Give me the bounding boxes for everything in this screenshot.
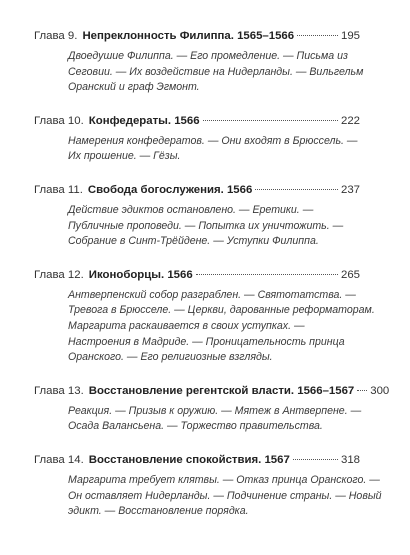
chapter-label: Глава 13. xyxy=(34,384,84,397)
summary-line: Маргарита требует клятвы. — Отказ принца Оранского. — xyxy=(68,473,380,486)
summary-line: Собрание в Синт-Трёйдене. — Уступки Филиппа. xyxy=(68,235,319,248)
summary-line: Реакция. — Призыв к оружию. — Мятеж в Антверпене. — xyxy=(68,404,362,417)
chapter-title: Непреклонность Филиппа. 1565–1566 xyxy=(82,30,295,42)
table-of-contents xyxy=(0,30,410,539)
chapter-heading[interactable] xyxy=(34,269,360,288)
chapter-summary xyxy=(68,473,382,520)
dot-leader xyxy=(293,459,338,460)
chapter-heading[interactable] xyxy=(34,184,360,203)
toc-entry-chapter-13 xyxy=(0,385,410,435)
chapter-label: Глава 11. xyxy=(34,183,83,196)
chapter-title: Конфедераты. 1566 xyxy=(88,114,200,127)
chapter-page-number: 300 xyxy=(370,384,390,397)
summary-line: Оранский и граф Эгмонт. xyxy=(68,81,200,94)
summary-line: Настроения в Мадриде. — Проницательность принца xyxy=(68,335,345,348)
summary-line: Действие эдиктов остановлено. — Еретики. — xyxy=(68,203,314,216)
summary-line: Их прошение. — Гёзы. xyxy=(68,150,181,163)
toc-entry-chapter-11 xyxy=(0,184,410,250)
chapter-title: Свобода богослужения. 1566 xyxy=(87,183,253,196)
chapter-title: Иконоборцы. 1566 xyxy=(88,268,193,281)
chapter-label: Глава 9. xyxy=(34,30,78,42)
chapter-heading[interactable] xyxy=(34,384,390,404)
toc-entry-chapter-9 xyxy=(0,30,410,96)
toc-entry-chapter-10 xyxy=(0,115,410,165)
chapter-page-number: 265 xyxy=(340,268,360,281)
chapter-title: Восстановление спокойствия. 1567 xyxy=(88,453,290,466)
chapter-page-number: 195 xyxy=(340,30,360,42)
chapter-summary xyxy=(68,203,360,250)
chapter-title: Восстановление регентской власти. 1566–1567 xyxy=(88,384,355,397)
chapter-label: Глава 12. xyxy=(34,268,84,281)
summary-line: Двоедушие Филиппа. — Его промедление. — Письма из xyxy=(68,50,348,62)
dot-leader xyxy=(357,390,367,391)
toc-entry-chapter-14 xyxy=(0,454,410,520)
dot-leader xyxy=(255,189,338,190)
summary-line: Намерения конфедератов. — Они входят в Брюссель. — xyxy=(68,134,358,147)
summary-line: Антверпенский собор разграблен. — Святотатства. — xyxy=(68,288,356,301)
dot-leader xyxy=(297,35,338,36)
summary-line: Сеговии. — Их воздействие на Нидерланды. — Вильгельм xyxy=(68,65,364,78)
chapter-label: Глава 14. xyxy=(34,453,84,466)
chapter-heading[interactable] xyxy=(34,115,360,134)
dot-leader xyxy=(196,274,338,275)
chapter-summary xyxy=(68,134,360,165)
chapter-page-number: 222 xyxy=(340,114,360,127)
chapter-summary xyxy=(68,49,364,96)
dot-leader xyxy=(203,120,338,121)
summary-line: Он оставляет Нидерланды. — Подчинение страны. — Новый xyxy=(68,489,382,502)
summary-line: Маргарита раскаивается в своих уступках. — xyxy=(68,319,305,332)
chapter-page-number: 318 xyxy=(340,453,360,466)
chapter-summary xyxy=(68,404,360,435)
chapter-heading[interactable] xyxy=(34,454,360,473)
summary-line: Тревога в Брюсселе. — Церкви, дарованные реформаторам. xyxy=(68,304,375,317)
toc-entry-chapter-12 xyxy=(0,269,410,366)
chapter-label: Глава 10. xyxy=(34,114,84,127)
summary-line: Осада Валансьена. — Торжество правительства. xyxy=(68,420,323,433)
summary-line: эдикт. — Восстановление порядка. xyxy=(68,505,249,518)
chapter-heading[interactable] xyxy=(34,30,360,49)
summary-line: Оранского. — Его религиозные взгляды. xyxy=(68,351,273,364)
summary-line: Публичные проповеди. — Попытка их уничтожить. — xyxy=(68,219,344,232)
chapter-summary xyxy=(68,288,375,366)
chapter-page-number: 237 xyxy=(340,183,360,196)
